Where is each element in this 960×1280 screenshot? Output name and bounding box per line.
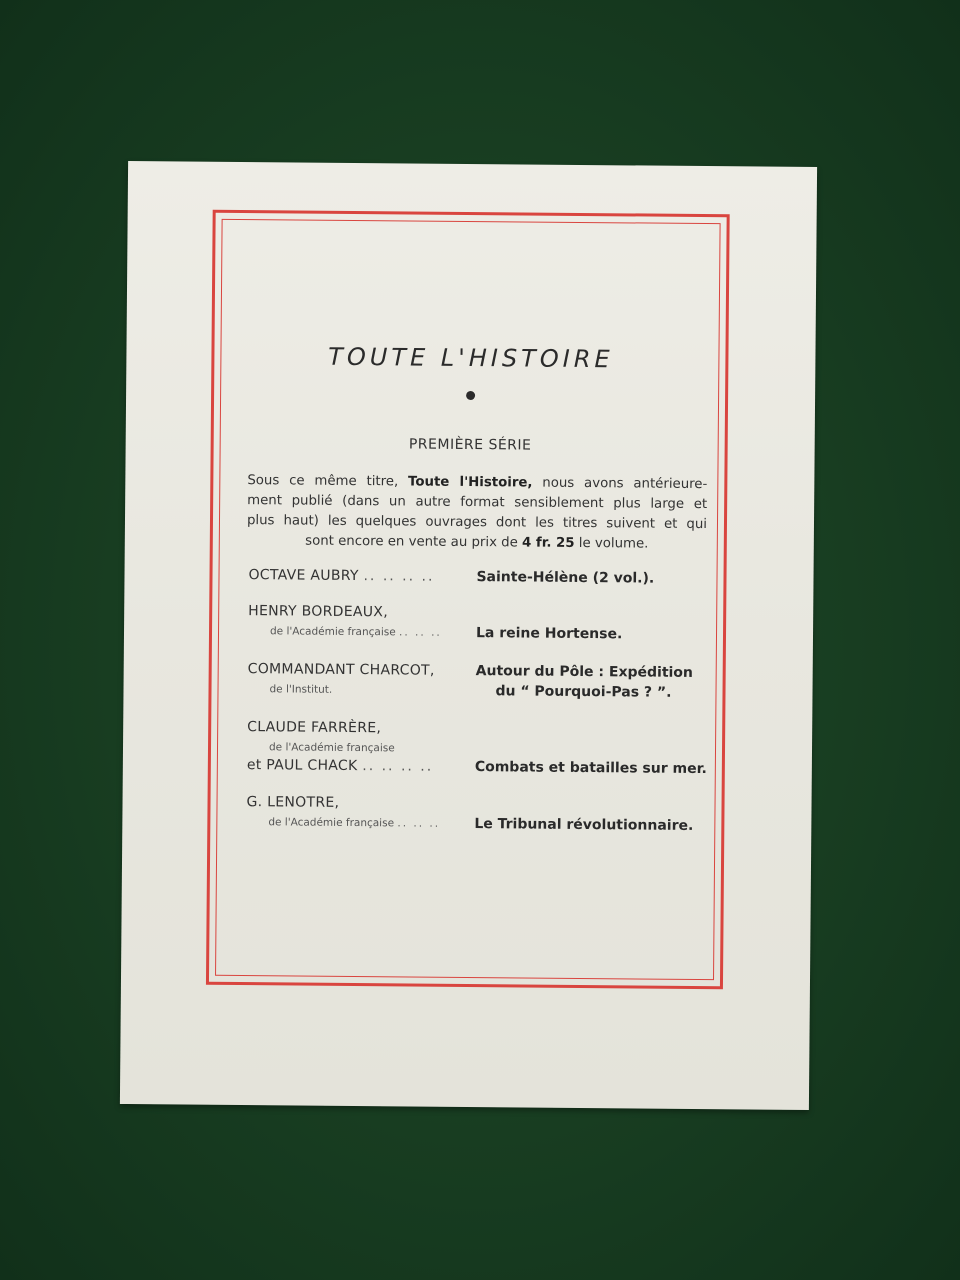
intro-line-3: plus haut) les quelques ouvrages dont les titres suivent et qui	[246, 513, 708, 533]
author-affiliation: de l'Académie française	[268, 741, 395, 755]
author-name: OCTAVE AUBRY	[248, 567, 359, 585]
author-name: G. LENOTRE,	[246, 794, 340, 811]
author-name: HENRY BORDEAUX,	[248, 603, 389, 621]
dot-leader: .. .. .. ..	[363, 568, 435, 585]
book-title: Le Tribunal révolutionnaire.	[474, 816, 694, 834]
bullet-ornament	[466, 391, 475, 400]
collection-title: TOUTE L'HISTOIRE	[328, 342, 614, 374]
author-affiliation: de l'Académie française	[268, 816, 395, 830]
author-affiliation: de l'Institut.	[269, 683, 333, 696]
intro-line-1: Sous ce même titre, Toute l'Histoire, nous avons antérieure-	[247, 473, 708, 493]
red-frame-inner	[215, 219, 721, 980]
book-title-continued: du “ Pourquoi-Pas ? ”.	[495, 683, 672, 701]
book-title: Combats et batailles sur mer.	[474, 759, 707, 778]
book-title: La reine Hortense.	[475, 625, 623, 643]
intro-line-4: sont encore en vente au prix de 4 fr. 25 le volume.	[305, 533, 649, 552]
book-back-cover	[120, 161, 817, 1110]
author-affiliation: de l'Académie française	[269, 625, 396, 639]
book-title: Sainte-Hélène (2 vol.).	[476, 569, 655, 587]
intro-line-2: ment publié (dans un autre format sensiblement plus large et	[247, 493, 708, 513]
author-name: COMMANDANT CHARCOT,	[247, 661, 435, 679]
author-name: CLAUDE FARRÈRE,	[247, 719, 382, 737]
dot-leader: .. .. ..	[399, 626, 442, 639]
dot-leader: .. .. ..	[397, 817, 441, 830]
co-author-name: et PAUL CHACK	[246, 757, 358, 775]
dot-leader: .. .. .. ..	[362, 758, 434, 775]
series-heading: PREMIÈRE SÉRIE	[408, 436, 532, 454]
intro-paragraph	[247, 471, 708, 555]
book-title: Autour du Pôle : Expédition	[475, 663, 694, 681]
